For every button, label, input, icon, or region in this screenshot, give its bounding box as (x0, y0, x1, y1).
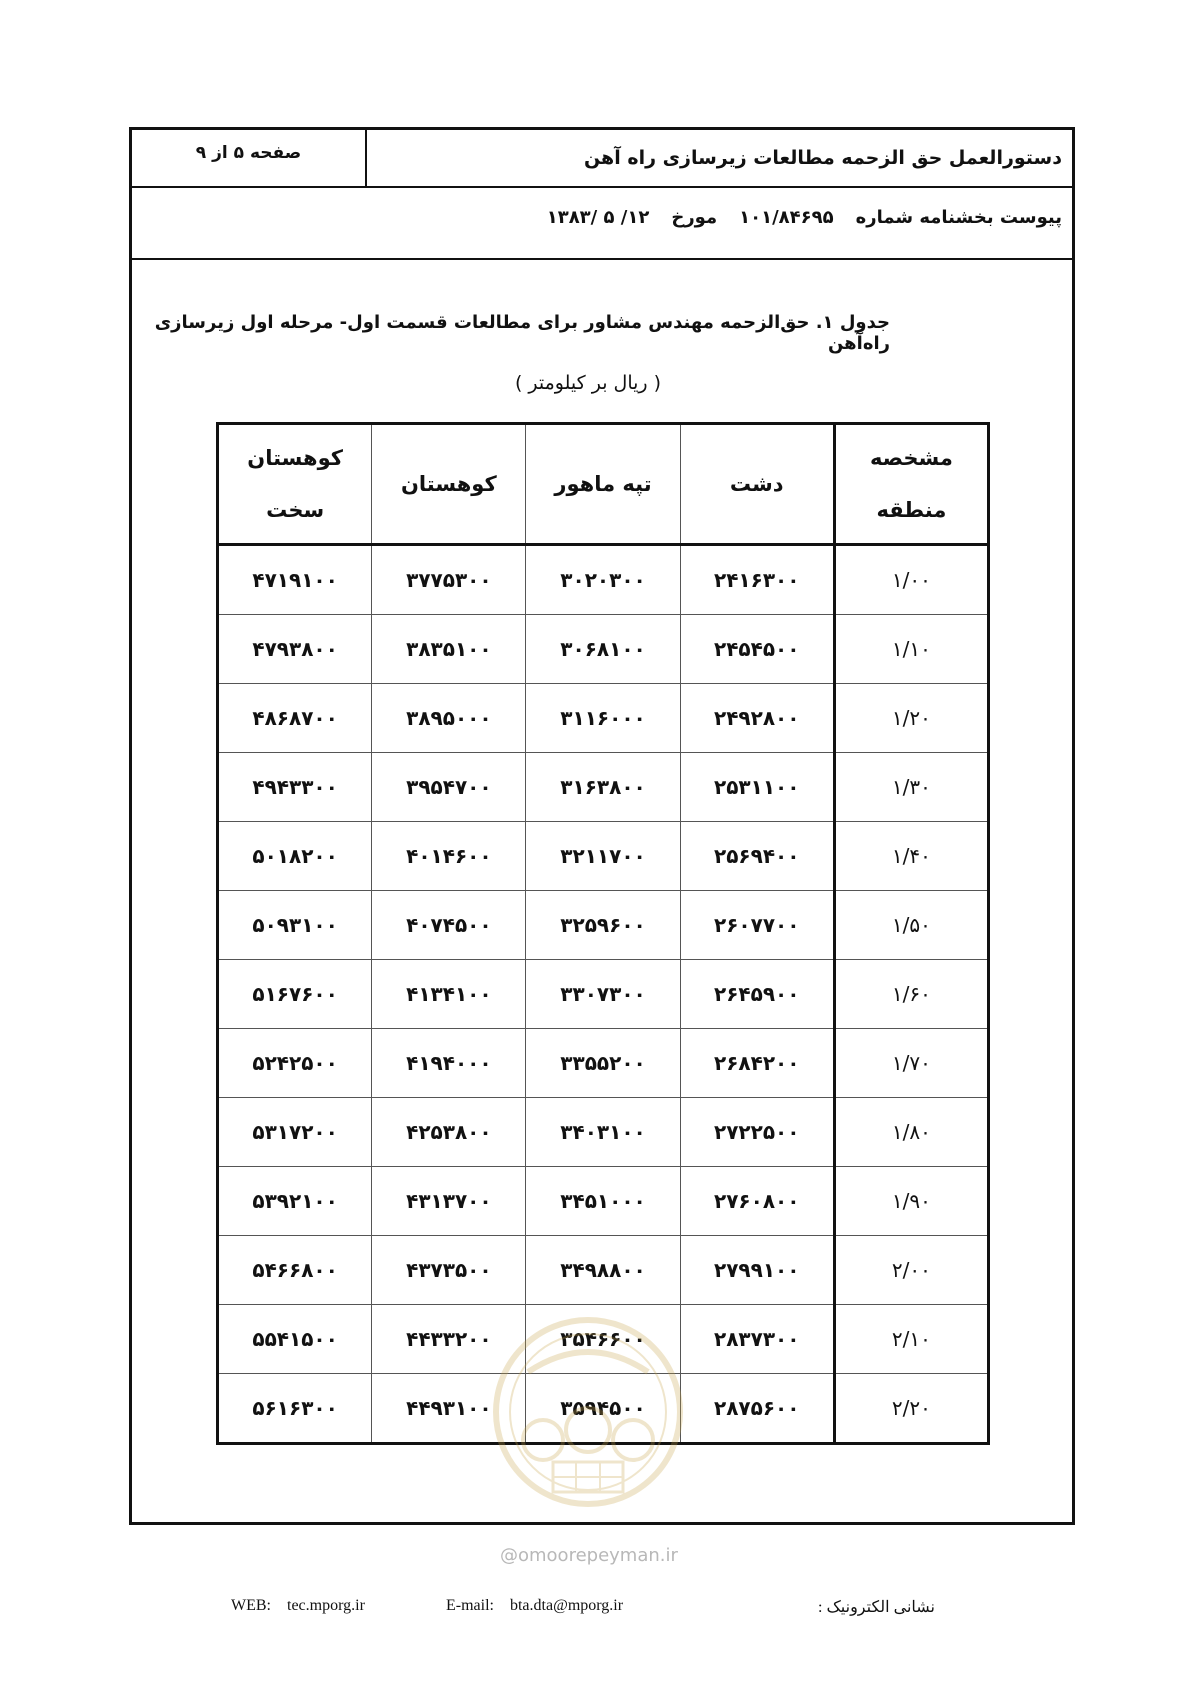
fee-cell: ۳۸۹۵۰۰۰ (372, 684, 526, 753)
attachment-info (525, 198, 1062, 238)
table-row (218, 545, 989, 615)
region-coefficient-cell: ۱/۲۰ (834, 684, 988, 753)
fee-cell: ۳۱۶۳۸۰۰ (526, 753, 680, 822)
header-region-coefficient: مشخصه منطقه (834, 424, 988, 545)
fee-cell: ۳۴۰۳۱۰۰ (526, 1098, 680, 1167)
fee-cell: ۲۶۴۵۹۰۰ (680, 960, 834, 1029)
region-coefficient-cell: ۱/۴۰ (834, 822, 988, 891)
fee-cell: ۴۴۳۳۲۰۰ (372, 1305, 526, 1374)
table-row (218, 684, 989, 753)
web-value[interactable]: tec.mporg.ir (287, 1597, 365, 1614)
table-header-row (218, 424, 989, 545)
fee-cell: ۳۴۵۱۰۰۰ (526, 1167, 680, 1236)
header-hilly: تپه ماهور (526, 424, 680, 545)
footer-address-label: نشانی الکترونیک : (818, 1599, 935, 1616)
fee-cell: ۳۷۷۵۳۰۰ (372, 545, 526, 615)
fee-cell: ۴۹۴۳۳۰۰ (218, 753, 372, 822)
region-coefficient-cell: ۱/۷۰ (834, 1029, 988, 1098)
fee-cell: ۳۳۵۵۲۰۰ (526, 1029, 680, 1098)
region-coefficient-cell: ۱/۰۰ (834, 545, 988, 615)
table-row (218, 1098, 989, 1167)
fee-cell: ۴۷۱۹۱۰۰ (218, 545, 372, 615)
date-value: ۱۲/ ۵ /۱۳۸۳ (546, 207, 650, 228)
fee-cell: ۲۶۰۷۷۰۰ (680, 891, 834, 960)
fee-cell: ۳۸۳۵۱۰۰ (372, 615, 526, 684)
email-value[interactable]: bta.dta@mporg.ir (509, 1597, 624, 1614)
fee-cell: ۲۵۳۱۱۰۰ (680, 753, 834, 822)
fee-cell: ۴۱۳۴۱۰۰ (372, 960, 526, 1029)
footer-email (446, 1597, 623, 1615)
region-coefficient-cell: ۱/۱۰ (834, 615, 988, 684)
fee-cell: ۳۳۰۷۳۰۰ (526, 960, 680, 1029)
table-row (218, 891, 989, 960)
fee-cell: ۳۲۱۱۷۰۰ (526, 822, 680, 891)
footer-web (231, 1597, 365, 1615)
watermark-url: @omoorepeyman.ir (500, 1545, 678, 1566)
table-row (218, 822, 989, 891)
fee-cell: ۳۲۵۹۶۰۰ (526, 891, 680, 960)
fee-cell: ۳۹۵۴۷۰۰ (372, 753, 526, 822)
fee-cell: ۴۳۱۳۷۰۰ (372, 1167, 526, 1236)
fee-cell: ۲۷۶۰۸۰۰ (680, 1167, 834, 1236)
fee-cell: ۴۴۹۳۱۰۰ (372, 1374, 526, 1444)
fee-cell: ۲۴۹۲۸۰۰ (680, 684, 834, 753)
fee-cell: ۳۵۴۶۶۰۰ (526, 1305, 680, 1374)
table-row (218, 960, 989, 1029)
attachment-number: ۱۰۱/۸۴۶۹۵ (739, 207, 834, 228)
page-footer (0, 1597, 1190, 1627)
fee-cell: ۵۴۶۶۸۰۰ (218, 1236, 372, 1305)
fee-cell: ۲۸۳۷۳۰۰ (680, 1305, 834, 1374)
table-title: جدول ۱. حق‌الزحمه مهندس مشاور برای مطالعات قسمت اول- مرحله اول زیرسازی راه‌آهن (154, 312, 890, 354)
region-coefficient-cell: ۱/۸۰ (834, 1098, 988, 1167)
fee-cell: ۴۷۹۳۸۰۰ (218, 615, 372, 684)
region-coefficient-cell: ۱/۳۰ (834, 753, 988, 822)
fee-cell: ۴۳۷۳۵۰۰ (372, 1236, 526, 1305)
page-indicator: صفحه ۵ از ۹ (132, 130, 367, 186)
fee-cell: ۴۲۵۳۸۰۰ (372, 1098, 526, 1167)
email-label: E-mail: (446, 1597, 494, 1614)
region-coefficient-cell: ۲/۰۰ (834, 1236, 988, 1305)
fee-cell: ۳۰۲۰۳۰۰ (526, 545, 680, 615)
document-title: دستورالعمل حق الزحمه مطالعات زیرسازی راه آهن (583, 147, 1062, 169)
web-label: WEB: (231, 1597, 271, 1614)
fee-cell: ۳۴۹۸۸۰۰ (526, 1236, 680, 1305)
region-coefficient-cell: ۲/۱۰ (834, 1305, 988, 1374)
fee-cell: ۲۷۹۹۱۰۰ (680, 1236, 834, 1305)
fee-cell: ۲۷۲۲۵۰۰ (680, 1098, 834, 1167)
fee-cell: ۵۶۱۶۳۰۰ (218, 1374, 372, 1444)
fee-cell: ۴۱۹۴۰۰۰ (372, 1029, 526, 1098)
region-coefficient-cell: ۲/۲۰ (834, 1374, 988, 1444)
attachment-row (132, 188, 1072, 260)
fee-cell: ۲۴۱۶۳۰۰ (680, 545, 834, 615)
fee-cell: ۲۵۶۹۴۰۰ (680, 822, 834, 891)
fee-cell: ۳۱۱۶۰۰۰ (526, 684, 680, 753)
header-row (132, 130, 1072, 188)
table-row (218, 615, 989, 684)
fee-cell: ۵۰۹۳۱۰۰ (218, 891, 372, 960)
region-coefficient-cell: ۱/۹۰ (834, 1167, 988, 1236)
fee-cell: ۵۱۶۷۶۰۰ (218, 960, 372, 1029)
header-mountainous: کوهستان (372, 424, 526, 545)
header-plain: دشت (680, 424, 834, 545)
table-unit: ( ریال بر کیلومتر ) (514, 372, 662, 394)
fee-cell: ۴۰۷۴۵۰۰ (372, 891, 526, 960)
fee-cell: ۳۵۹۴۵۰۰ (526, 1374, 680, 1444)
fee-cell: ۵۵۴۱۵۰۰ (218, 1305, 372, 1374)
attachment-label: پیوست بخشنامه شماره (855, 207, 1062, 228)
fee-cell: ۲۴۵۴۵۰۰ (680, 615, 834, 684)
fee-cell: ۵۳۹۲۱۰۰ (218, 1167, 372, 1236)
table-row (218, 1029, 989, 1098)
header-hard-mountainous: کوهستان سخت (218, 424, 372, 545)
fee-cell: ۵۲۴۲۵۰۰ (218, 1029, 372, 1098)
fee-cell: ۴۸۶۸۷۰۰ (218, 684, 372, 753)
table-row (218, 1236, 989, 1305)
fee-table (216, 422, 990, 1445)
date-label: مورخ (671, 207, 718, 228)
fee-cell: ۲۶۸۴۲۰۰ (680, 1029, 834, 1098)
region-coefficient-cell: ۱/۶۰ (834, 960, 988, 1029)
fee-cell: ۴۰۱۴۶۰۰ (372, 822, 526, 891)
fee-cell: ۵۰۱۸۲۰۰ (218, 822, 372, 891)
region-coefficient-cell: ۱/۵۰ (834, 891, 988, 960)
table-row (218, 753, 989, 822)
table-row (218, 1167, 989, 1236)
seal-stamp (488, 1312, 688, 1512)
fee-cell: ۵۳۱۷۲۰۰ (218, 1098, 372, 1167)
fee-cell: ۳۰۶۸۱۰۰ (526, 615, 680, 684)
fee-cell: ۲۸۷۵۶۰۰ (680, 1374, 834, 1444)
